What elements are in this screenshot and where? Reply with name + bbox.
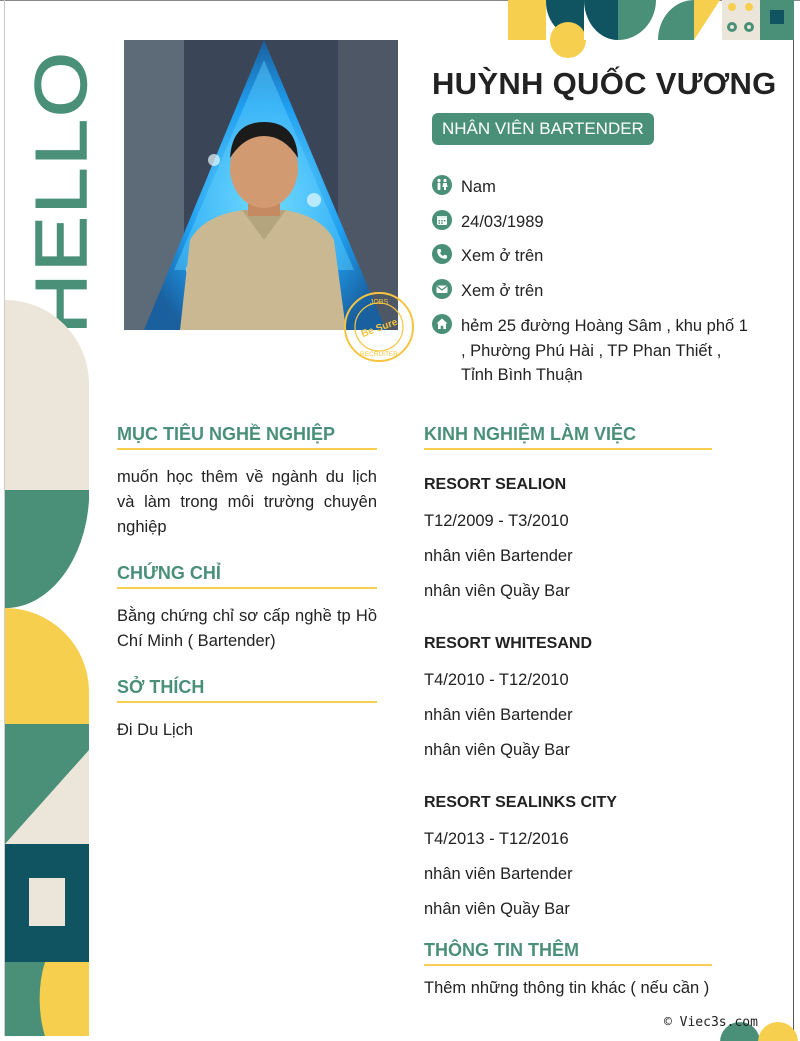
phone-icon [432,244,452,264]
stamp-top-text: JOBS [369,299,389,306]
address-text: hẻm 25 đường Hoàng Sâm , khu phố 1 , Phường Phú Hài , TP Phan Thiết , Tỉnh Bình Thuận [461,317,748,384]
objective-text: muốn học thêm về ngành du lịch và làm trong môi trường chuyên nghiệp [117,468,377,536]
job-period: T12/2009 - T3/2010 [424,512,569,530]
hobbies-text: Đi Du Lịch [117,721,194,739]
hobbies-divider [117,701,377,703]
experience-divider [424,448,712,450]
certificates-text: Bằng chứng chỉ sơ cấp nghề tp Hồ Chí Minh ( Bartender) [117,607,377,650]
home-icon [432,314,452,334]
gender-icon [432,175,452,195]
email-icon [432,279,452,299]
page-border-right [793,0,794,1036]
contact-phone [432,244,762,268]
job-title-badge: NHÂN VIÊN BARTENDER [432,113,654,145]
gender-text: Nam [461,178,496,196]
hello-title [22,46,102,336]
stamp-middle-text: Be Sure [359,316,400,341]
extra-title: THÔNG TIN THÊM [424,940,579,960]
job-detail: nhân viên Quầy Bar [424,741,570,759]
hello-text: HELLO [22,87,102,334]
objective-divider [117,448,377,450]
job-position: nhân viên Bartender [424,547,573,565]
candidate-name: HUỲNH QUỐC VƯƠNG [432,66,777,101]
email-text: Xem ở trên [461,282,544,300]
strip-shapes [5,300,89,1036]
job-detail: nhân viên Quầy Bar [424,900,570,918]
watermark: © Viec3s.com [664,1015,758,1030]
extra-text: Thêm những thông tin khác ( nếu cần ) [424,979,710,997]
calendar-icon [432,210,452,230]
top-decoration [508,0,794,40]
objective-title: MỤC TIÊU NGHỀ NGHIỆP [117,424,336,444]
job-company: RESORT WHITESAND [424,635,592,652]
recruit-stamp [342,290,416,364]
contact-email [432,279,762,303]
contact-gender [432,175,762,199]
extra-divider [424,964,712,966]
left-decorative-strip [5,300,89,1036]
profile-photo [124,40,398,330]
photo-illustration [124,40,398,330]
job-period: T4/2013 - T12/2016 [424,830,569,848]
job-detail: nhân viên Quầy Bar [424,582,570,600]
job-company: RESORT SEALINKS CITY [424,794,617,811]
phone-text: Xem ở trên [461,247,544,265]
birthday-text: 24/03/1989 [461,213,544,231]
job-period: T4/2010 - T12/2010 [424,671,569,689]
job-position: nhân viên Bartender [424,706,573,724]
hobbies-title: SỞ THÍCH [117,677,205,697]
certificates-title: CHỨNG CHỈ [117,563,221,583]
contact-address [432,314,762,390]
certificates-divider [117,587,377,589]
stamp-bottom-text: RECRUITER [360,351,398,358]
contact-birthday [432,210,762,234]
job-company: RESORT SEALION [424,476,567,493]
job-position: nhân viên Bartender [424,865,573,883]
experience-title: KINH NGHIỆM LÀM VIỆC [424,424,637,444]
